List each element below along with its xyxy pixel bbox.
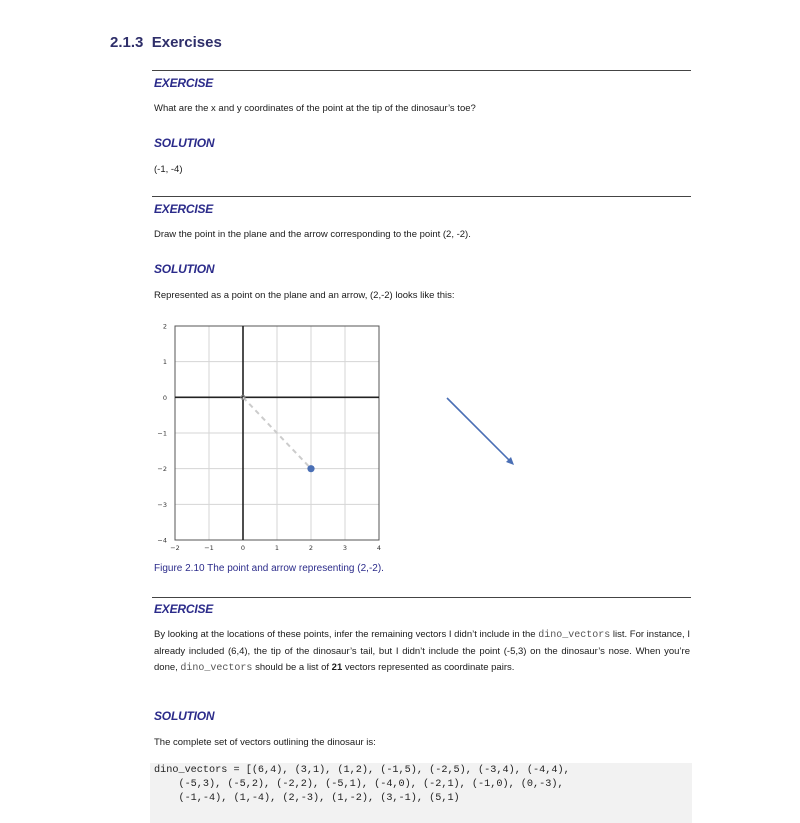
section-title [110,34,222,51]
code-line: (-5,3), (-5,2), (-2,2), (-5,1), (-4,0), (-2,1), (-1,0), (0,-3), [154,779,564,790]
figure-caption: Figure 2.10 The point and arrow representing (2,-2). [154,563,384,574]
y-tick-label: −3 [157,500,167,509]
question-text: By looking at the locations of these points, infer the remaining vectors I didn’t include in the [154,629,536,640]
y-tick-label: 2 [162,322,167,331]
solution-answer: The complete set of vectors outlining the dinosaur is: [154,737,376,748]
inline-code: dino_vectors [538,630,611,641]
section-number: 2.1.3 [110,34,144,51]
exercise-divider [152,196,691,197]
section-title-text: Exercises [151,34,222,51]
question-text: vectors represented as coordinate pairs. [344,662,515,673]
exercise-heading: EXERCISE [154,602,214,616]
exercise-heading: EXERCISE [154,202,214,216]
exercise-divider [152,597,691,598]
data-marks [241,395,315,472]
y-tick-label: 1 [162,358,167,367]
arrow-shaft [447,398,511,462]
vector-arrow-figure [430,385,530,485]
y-tick-label: −4 [157,536,167,545]
x-tick-label: −2 [170,544,180,552]
inline-code: dino_vectors [180,663,253,674]
exercise-question [154,627,690,677]
data-point [307,465,314,472]
y-tick-label: −2 [157,465,167,474]
solution-answer: Represented as a point on the plane and an arrow, (2,-2) looks like this: [154,290,455,301]
coordinate-plot [150,318,390,558]
exercise-heading: EXERCISE [154,76,214,90]
exercise-question: Draw the point in the plane and the arrow corresponding to the point (2, -2). [154,229,471,240]
solution-answer: (-1, -4) [154,164,183,175]
y-tick-label: 0 [162,393,167,402]
x-tick-label: 1 [274,544,280,552]
solution-heading: SOLUTION [154,136,215,150]
vector-count: 21 [331,662,343,673]
y-tick-label: −1 [157,429,167,438]
question-text: list. For instance, I already included (6,4), the tip of the dinosaur’s tail, but I didn’t include the point (-5,3) on the dinosaur’s nose. When you’re done, [154,629,690,673]
solution-heading: SOLUTION [154,709,215,723]
tick-labels [157,323,381,553]
x-tick-label: 2 [308,544,314,552]
solution-heading: SOLUTION [154,262,215,276]
x-tick-label: 0 [240,544,246,552]
x-tick-label: 3 [342,544,348,552]
question-text: should be a list of [255,662,330,673]
exercise-question: What are the x and y coordinates of the point at the tip of the dinosaur’s toe? [154,103,476,114]
exercise-divider [152,70,691,71]
code-line: dino_vectors = [(6,4), (3,1), (1,2), (-1,5), (-2,5), (-3,4), (-4,4), [154,765,570,776]
x-tick-label: 4 [376,544,382,552]
code-line: (-1,-4), (1,-4), (2,-3), (1,-2), (3,-1), (5,1) [154,793,460,804]
x-tick-label: −1 [204,544,214,552]
